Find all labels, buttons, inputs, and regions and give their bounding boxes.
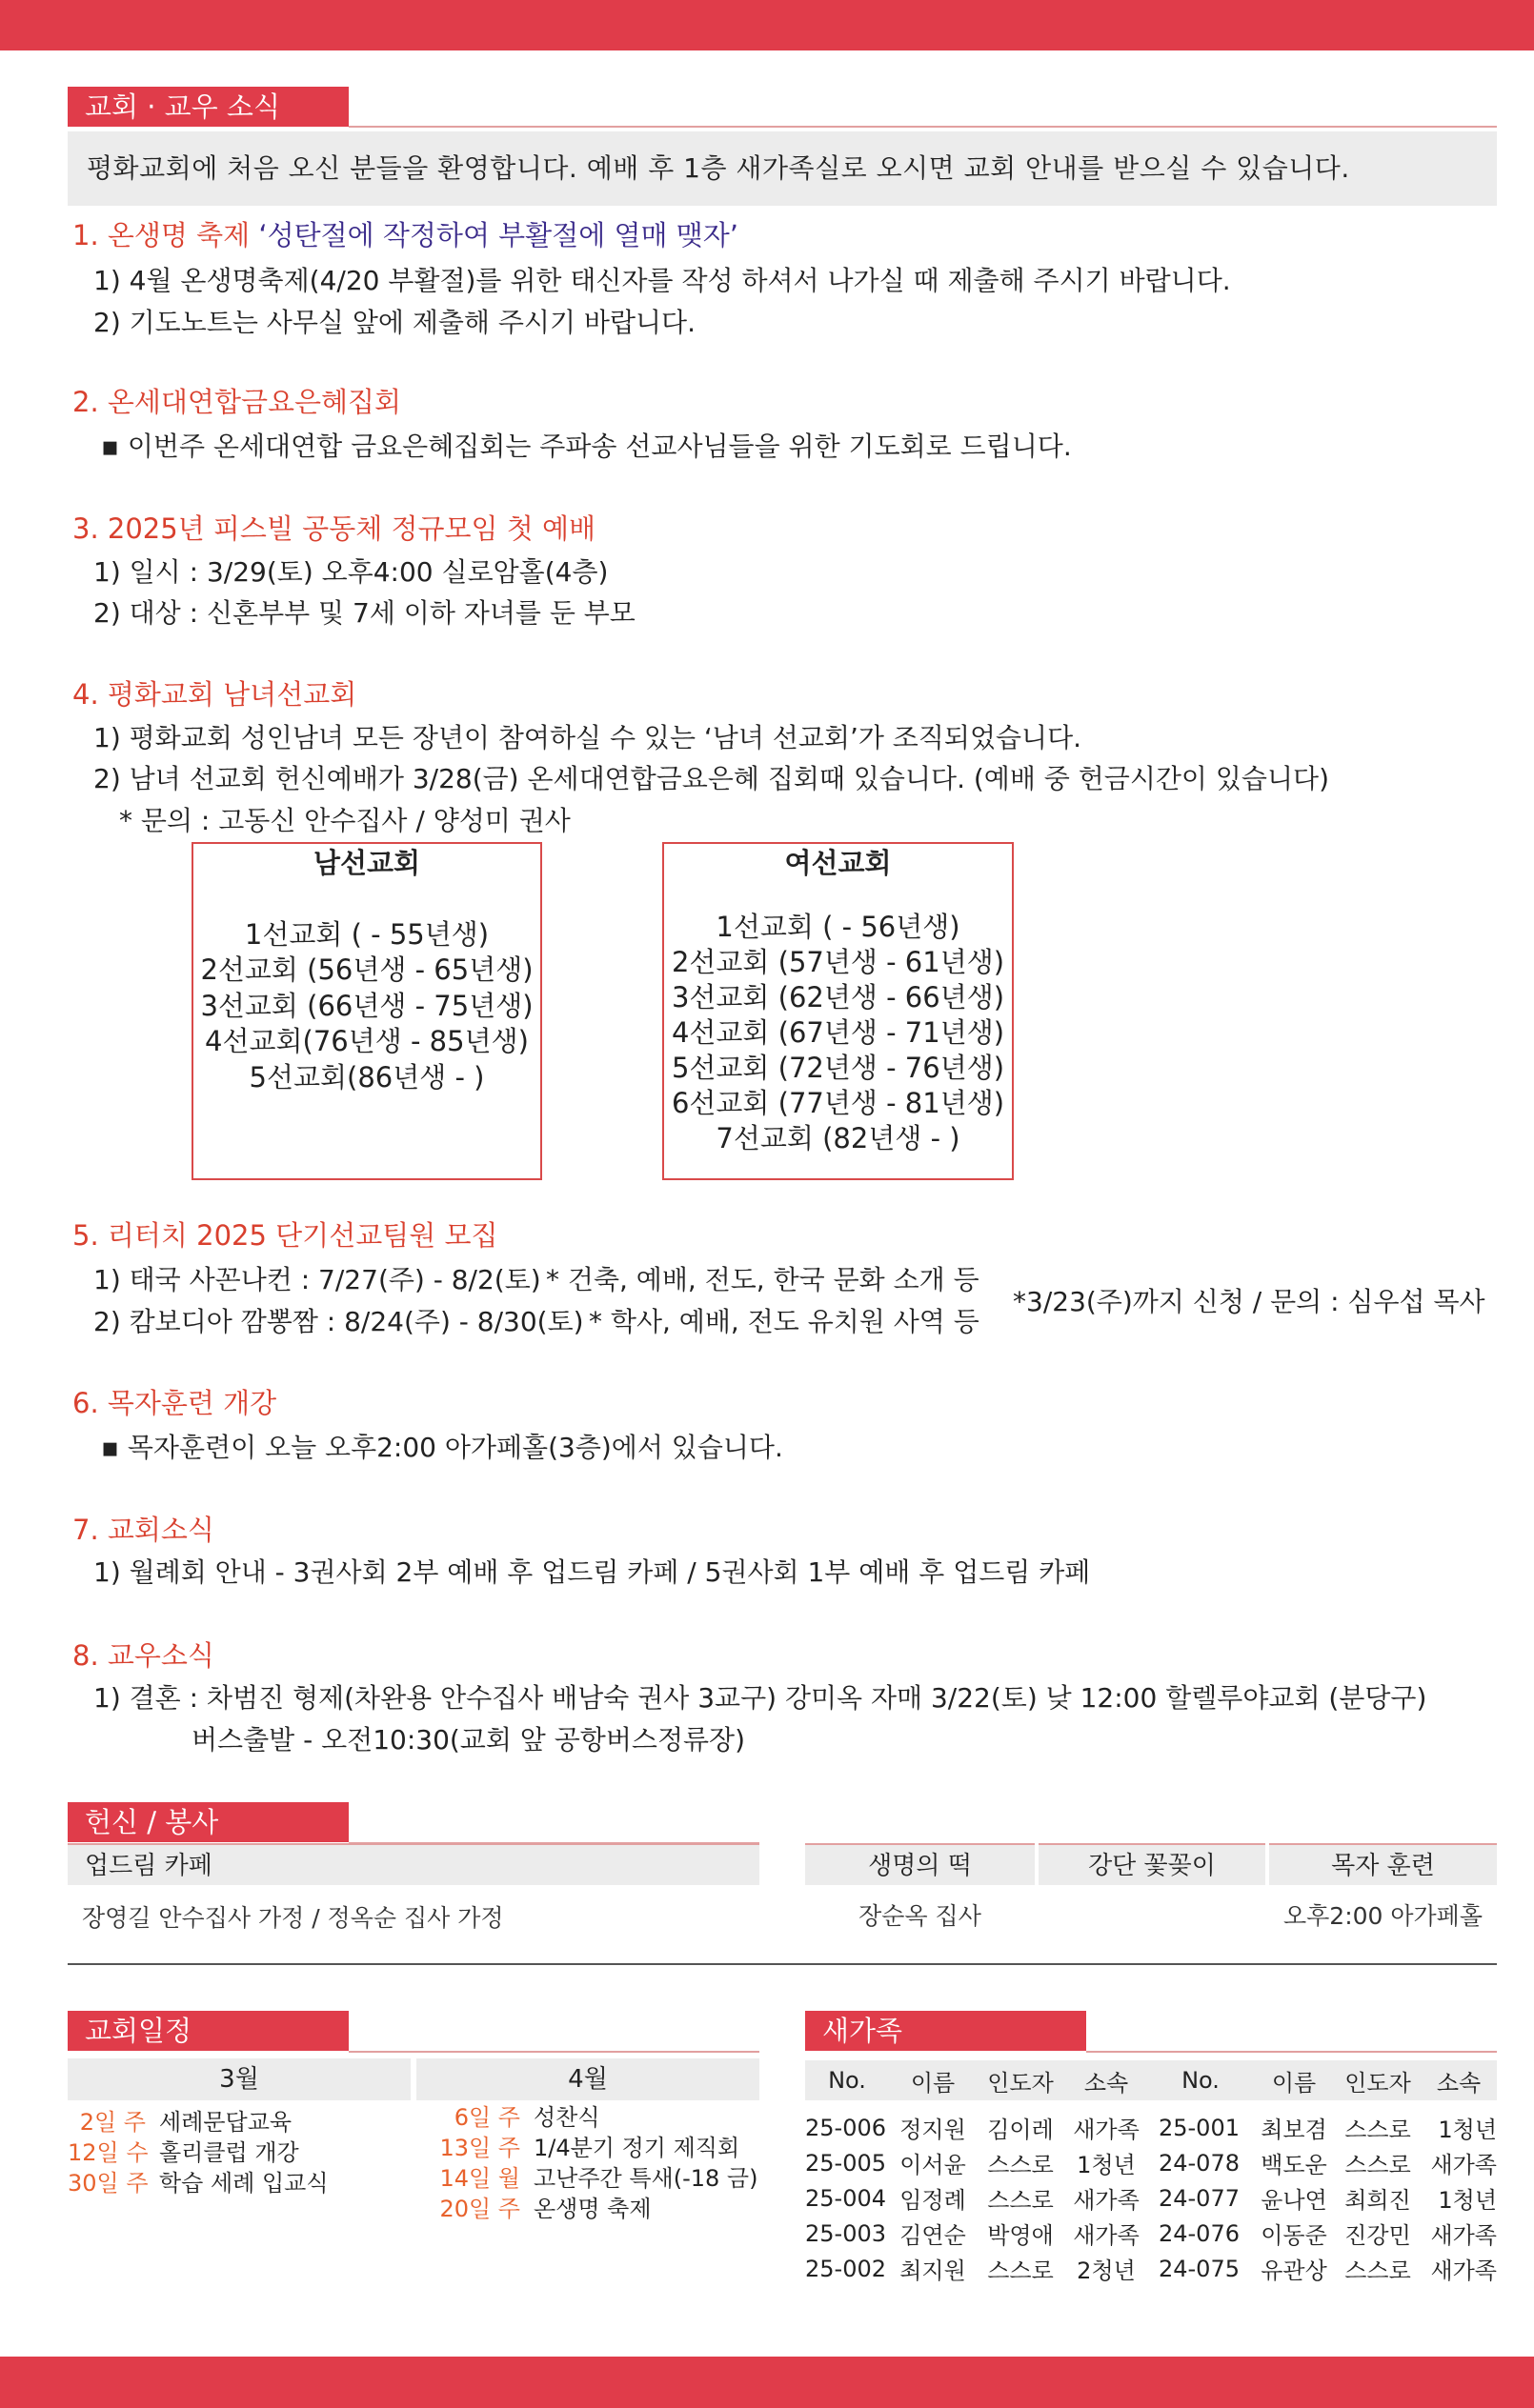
top-band <box>0 0 1534 50</box>
table-cell: 박영애 <box>987 2222 1054 2249</box>
table-cell: 새가족 <box>1430 2258 1497 2284</box>
col-guide: 인도자 <box>977 2060 1064 2100</box>
col-name: 이름 <box>889 2060 977 2100</box>
col-no: No. <box>805 2060 889 2100</box>
schedule-row <box>429 2133 757 2163</box>
news-1-line-1: 1) 4월 온생명축제(4/20 부활절)를 위한 태신자를 작성 하셔서 나가실 때 제출해 주시기 바랍니다. <box>93 265 1231 296</box>
table-cell: 스스로 <box>987 2187 1054 2214</box>
women-mission-item: 5선교회 (72년생 - 76년생) <box>671 1052 1005 1084</box>
table-cell: 새가족 <box>1073 2222 1140 2249</box>
schedule-tab-rule <box>349 2051 759 2053</box>
news-4-contact: * 문의 : 고동신 안수집사 / 양성미 권사 <box>119 805 571 836</box>
news-5-line-2-trip: 2) 캄보디아 깜뽕짬 : 8/24(주) - 8/30(토) <box>93 1306 584 1337</box>
table-cell: 25-003 <box>805 2219 887 2247</box>
event-name: 홀리클럽 개강 <box>159 2139 299 2166</box>
table-cell: 1청년 <box>1077 2152 1136 2178</box>
newcomers-tab-rule <box>1086 2051 1497 2053</box>
news-4-line-2: 2) 남녀 선교회 헌신예배가 3/28(금) 온세대연합금요은혜 집회때 있습니다. (예배 중 헌금시간이 있습니다) <box>93 763 1329 794</box>
news-tab: 교회 · 교우 소식 <box>68 87 349 127</box>
news-6-line-1: ▪ 목자훈련이 오늘 오후2:00 아가페홀(3층)에서 있습니다. <box>101 1432 783 1463</box>
table-header-row <box>805 2060 1497 2100</box>
news-3-line-2: 2) 대상 : 신혼부부 및 7세 이하 자녀를 둔 부모 <box>93 597 636 629</box>
event-date: 14일 월 <box>439 2165 520 2192</box>
table-cell: 새가족 <box>1073 2117 1140 2143</box>
news-8-title: 8. 교우소식 <box>72 1639 214 1672</box>
women-mission-item: 4선교회 (67년생 - 71년생) <box>671 1016 1005 1049</box>
news-5-line-1-trip: 1) 태국 사꼰나컨 : 7/27(주) - 8/2(토) <box>93 1264 541 1295</box>
men-mission-item: 1선교회 ( - 55년생) <box>244 917 490 951</box>
col-group: 소속 <box>1064 2060 1148 2100</box>
table-cell: 김이레 <box>987 2117 1054 2143</box>
shepherd-label: 목자 훈련 <box>1269 1843 1497 1885</box>
schedule-row <box>429 2194 757 2224</box>
table-cell: 스스로 <box>1344 2117 1411 2143</box>
event-date: 2일 주 <box>79 2109 146 2136</box>
men-mission-item: 5선교회(86년생 - ) <box>249 1060 485 1094</box>
flower-label: 강단 꽃꽂이 <box>1039 1843 1265 1885</box>
men-mission-box <box>192 842 542 1180</box>
table-cell: 이동준 <box>1261 2222 1327 2249</box>
news-4-title: 4. 평화교회 남녀선교회 <box>72 678 357 711</box>
bottom-band <box>0 2357 1534 2408</box>
table-cell: 새가족 <box>1073 2187 1140 2214</box>
col-no: No. <box>1148 2060 1253 2100</box>
news-tab-rule <box>349 126 1497 128</box>
march-events <box>68 2107 329 2198</box>
news-2-line-1: ▪ 이번주 온세대연합 금요은혜집회는 주파송 선교사님들을 위한 기도회로 드립니다. <box>101 431 1072 462</box>
news-3-title: 3. 2025년 피스빌 공동체 정규모임 첫 예배 <box>72 512 595 545</box>
schedule-row <box>68 2168 329 2198</box>
event-name: 성찬식 <box>534 2104 600 2131</box>
table-cell: 스스로 <box>987 2152 1054 2178</box>
april-events <box>429 2102 757 2224</box>
table-cell: 1청년 <box>1438 2187 1497 2214</box>
news-1-line-2: 2) 기도노트는 사무실 앞에 제출해 주시기 바랍니다. <box>93 307 696 338</box>
schedule-row <box>429 2163 757 2194</box>
event-name: 세례문답교육 <box>159 2109 293 2136</box>
table-cell: 정지원 <box>899 2117 966 2143</box>
march-header: 3월 <box>68 2058 411 2100</box>
women-mission-title: 여선교회 <box>784 847 892 879</box>
cafe-label: 업드림 카페 <box>68 1843 759 1885</box>
table-row <box>805 2216 1497 2251</box>
table-cell: 스스로 <box>1344 2258 1411 2284</box>
news-6-title: 6. 목자훈련 개강 <box>72 1387 277 1419</box>
news-5-line-2-detail: * 학사, 예배, 전도 유치원 사역 등 <box>589 1306 979 1337</box>
col-group: 소속 <box>1421 2060 1497 2100</box>
men-mission-item: 3선교회 (66년생 - 75년생) <box>200 989 534 1022</box>
women-mission-item: 7선교회 (82년생 - ) <box>716 1122 960 1154</box>
event-date: 20일 주 <box>439 2196 520 2222</box>
table-cell: 24-078 <box>1158 2149 1240 2177</box>
women-mission-item: 1선교회 ( - 56년생) <box>716 911 960 943</box>
men-mission-title: 남선교회 <box>313 847 421 879</box>
event-name: 고난주간 특새(-18 금) <box>534 2165 758 2192</box>
col-name: 이름 <box>1253 2060 1335 2100</box>
table-cell: 최희진 <box>1344 2187 1411 2214</box>
table-cell: 24-077 <box>1158 2184 1240 2212</box>
table-cell: 25-006 <box>805 2114 887 2141</box>
news-8-line-1: 1) 결혼 : 차범진 형제(차완용 안수집사 배남숙 권사 3교구) 강미옥 자매 3/22(토) 낮 12:00 할렐루야교회 (분당구) <box>93 1682 1427 1714</box>
table-cell: 2청년 <box>1077 2258 1136 2284</box>
table-cell: 새가족 <box>1430 2152 1497 2178</box>
table-cell: 윤나연 <box>1261 2187 1327 2214</box>
event-date: 6일 주 <box>454 2104 520 2131</box>
shepherd-value: 오후2:00 아가페홀 <box>1283 1902 1483 1930</box>
table-cell: 스스로 <box>987 2258 1054 2284</box>
table-cell: 24-076 <box>1158 2219 1240 2247</box>
news-1-heading <box>72 214 738 253</box>
table-cell: 진강민 <box>1344 2222 1411 2249</box>
table-cell: 유관상 <box>1261 2258 1327 2284</box>
news-2-title: 2. 온세대연합금요은혜집회 <box>72 386 402 418</box>
event-name: 1/4분기 정기 제직회 <box>534 2135 740 2161</box>
table-row <box>805 2251 1497 2286</box>
newcomers-table <box>805 2060 1497 2286</box>
april-header: 4월 <box>416 2058 759 2100</box>
table-cell: 1청년 <box>1438 2117 1497 2143</box>
table-row <box>805 2110 1497 2145</box>
news-7-line-1: 1) 월례회 안내 - 3권사회 2부 예배 후 업드림 카페 / 5권사회 1부 예배 후 업드림 카페 <box>93 1556 1091 1588</box>
table-cell: 임정례 <box>899 2187 966 2214</box>
table-cell: 25-004 <box>805 2184 887 2212</box>
women-mission-box <box>662 842 1014 1180</box>
news-4-line-1: 1) 평화교회 성인남녀 모든 장년이 참여하실 수 있는 ‘남녀 선교회’가 조직되었습니다. <box>93 722 1082 753</box>
table-cell: 이서윤 <box>899 2152 966 2178</box>
divider <box>68 1963 1497 1965</box>
news-5-title: 5. 리터치 2025 단기선교팀원 모집 <box>72 1219 498 1252</box>
schedule-row <box>68 2107 329 2137</box>
news-5-line-1-detail: * 건축, 예배, 전도, 한국 문화 소개 등 <box>546 1264 979 1295</box>
news-3-line-1: 1) 일시 : 3/29(토) 오후4:00 실로암홀(4층) <box>93 556 609 588</box>
event-name: 온생명 축제 <box>534 2196 652 2222</box>
table-cell: 24-075 <box>1158 2255 1240 2282</box>
event-name: 학습 세례 입교식 <box>159 2170 329 2197</box>
service-tab: 헌신 / 봉사 <box>68 1802 349 1842</box>
col-guide: 인도자 <box>1335 2060 1421 2100</box>
news-1-subtitle: ‘성탄절에 작정하여 부활절에 열매 맺자’ <box>258 219 738 251</box>
welcome-banner: 평화교회에 처음 오신 분들을 환영합니다. 예배 후 1층 새가족실로 오시면 교회 안내를 받으실 수 있습니다. <box>68 131 1497 206</box>
women-mission-item: 3선교회 (62년생 - 66년생) <box>671 981 1005 1013</box>
schedule-row <box>429 2102 757 2133</box>
event-date: 12일 수 <box>68 2139 149 2166</box>
table-cell: 최지원 <box>899 2258 966 2284</box>
men-mission-item: 4선교회(76년생 - 85년생) <box>205 1025 529 1057</box>
women-mission-item: 2선교회 (57년생 - 61년생) <box>671 946 1005 978</box>
men-mission-item: 2선교회 (56년생 - 65년생) <box>200 953 534 986</box>
women-mission-item: 6선교회 (77년생 - 81년생) <box>671 1087 1005 1119</box>
table-cell: 25-002 <box>805 2255 887 2282</box>
table-row <box>805 2145 1497 2180</box>
table-cell: 새가족 <box>1430 2222 1497 2249</box>
table-row <box>805 2180 1497 2216</box>
schedule-tab: 교회일정 <box>68 2011 349 2051</box>
table-cell: 25-005 <box>805 2149 887 2177</box>
bread-value: 장순옥 집사 <box>858 1902 981 1930</box>
cafe-value: 장영길 안수집사 가정 / 정옥순 집사 가정 <box>82 1904 504 1932</box>
news-5-note: *3/23(주)까지 신청 / 문의 : 심우섭 목사 <box>1013 1286 1485 1317</box>
news-8-line-2: 버스출발 - 오전10:30(교회 앞 공항버스정류장) <box>192 1724 746 1756</box>
news-1-title: 1. 온생명 축제 <box>72 219 251 251</box>
news-7-title: 7. 교회소식 <box>72 1514 214 1546</box>
schedule-row <box>68 2137 329 2168</box>
newcomers-tab: 새가족 <box>805 2011 1086 2051</box>
table-cell: 25-001 <box>1158 2114 1240 2141</box>
table-cell: 최보겸 <box>1261 2117 1327 2143</box>
event-date: 30일 주 <box>68 2170 149 2197</box>
event-date: 13일 주 <box>439 2135 520 2161</box>
bread-label: 생명의 떡 <box>805 1843 1035 1885</box>
table-cell: 스스로 <box>1344 2152 1411 2178</box>
table-cell: 김연순 <box>899 2222 966 2249</box>
table-cell: 백도운 <box>1261 2152 1327 2178</box>
